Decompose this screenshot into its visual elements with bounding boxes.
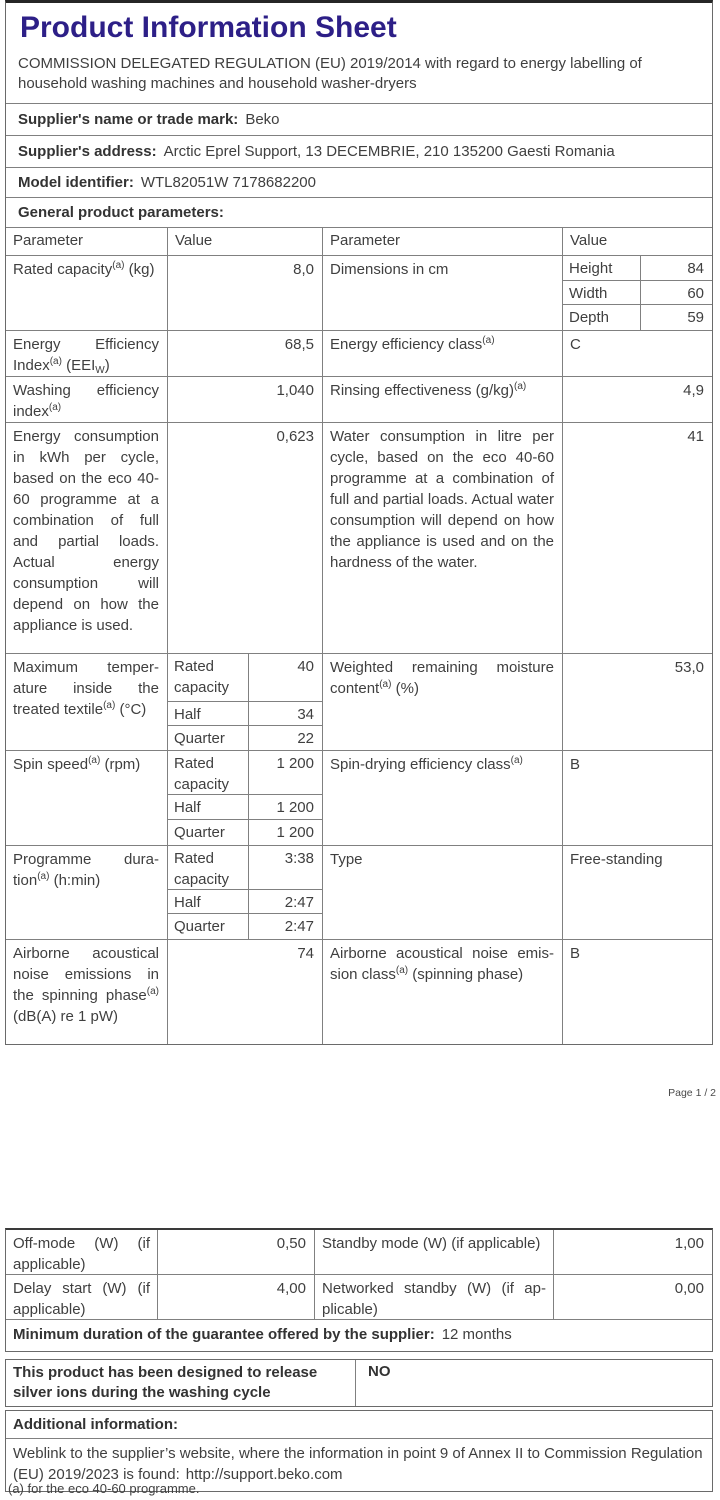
table-row bbox=[6, 256, 712, 331]
value-noise-class: B bbox=[570, 945, 581, 962]
sub-row-quarter: Quarter 1 200 bbox=[168, 820, 322, 845]
table-row bbox=[6, 423, 712, 654]
table-row bbox=[6, 1230, 712, 1275]
param-networked-standby: Networked standby (W) (if applicable) bbox=[315, 1275, 554, 1319]
table-row bbox=[6, 654, 712, 751]
param-spin-speed: Spin speed$^{(a)}$ (rpm) bbox=[6, 751, 168, 845]
table-row bbox=[6, 1275, 712, 1320]
param-rated-capacity: Rated capacity$^{(a)}$ (kg) bbox=[6, 256, 168, 330]
table-row bbox=[6, 331, 712, 377]
duration-subtable bbox=[168, 846, 323, 939]
param-noise-emissions: Airborne acoustical noise emissions in the spinning phase$^{(a)}$ (dB(A) re 1 pW) bbox=[6, 940, 168, 1044]
dimensions-subtable bbox=[563, 256, 712, 330]
param-spin-drying-class: Spin-drying efficiency class$^{(a)}$ bbox=[323, 751, 563, 845]
param-rinsing-effectiveness: Rinsing effectiveness $(g/kg)^{(a)}$ bbox=[323, 377, 563, 422]
value-type: Free-standing bbox=[570, 851, 663, 868]
param-energy-efficiency-class: Energy efficiency class$^{(a)}$ bbox=[323, 331, 563, 376]
supplier-name-row bbox=[6, 104, 712, 136]
value-noise-emissions: 74 bbox=[168, 940, 323, 1044]
header-parameter-2: Parameter bbox=[323, 228, 563, 255]
param-standby-mode: Standby mode (W) (if applicable) bbox=[315, 1230, 554, 1274]
supplier-address-label: Supplier's address: bbox=[18, 143, 157, 160]
table-row bbox=[6, 377, 712, 423]
silver-ions-label: This product has been designed to release silver ions during the washing cycle bbox=[6, 1360, 356, 1406]
param-noise-class: Airborne acoustical noise emission class$^{(a)}$ (spinning phase) bbox=[323, 940, 563, 1044]
param-energy-consumption: Energy consumption in kWh per cycle, based on the eco 40-60 programme at a combination of full and partial loads. Actual energy consumption will depend on how the appliance is used. bbox=[6, 423, 168, 653]
value-spin-drying-class: B bbox=[570, 756, 581, 773]
weblink-url[interactable]: http://support.beko.com bbox=[185, 1466, 343, 1483]
product-information-sheet bbox=[5, 0, 713, 1045]
silver-ions-value: NO bbox=[368, 1363, 391, 1380]
param-type: Type bbox=[323, 846, 563, 939]
value-rated-capacity: 8,0 bbox=[168, 256, 323, 330]
model-identifier-label: Model identifier: bbox=[18, 174, 134, 191]
weblink-label: Weblink to the supplier’s website, where the information in point 9 of Annex II to Commission Regulation (EU) 2019/2023 is found: bbox=[13, 1445, 703, 1483]
table-row bbox=[6, 846, 712, 940]
sub-row-height: Height 84 bbox=[563, 256, 712, 281]
general-parameters-heading: General product parameters: bbox=[18, 204, 224, 221]
spin-speed-subtable bbox=[168, 751, 323, 845]
table-row bbox=[6, 751, 712, 846]
title-block bbox=[6, 3, 712, 104]
param-washing-efficiency-index: Washing efficiency index$^{(a)}$ bbox=[6, 377, 168, 422]
value-off-mode: 0,50 bbox=[158, 1230, 315, 1274]
sub-row-half: Half 34 bbox=[168, 702, 322, 726]
regulation-text: COMMISSION DELEGATED REGULATION (EU) 2019/2014 with regard to energy labelling of household washing machines and household washer-dryers bbox=[18, 55, 642, 92]
param-delay-start: Delay start (W) (if applicable) bbox=[6, 1275, 158, 1319]
param-remaining-moisture: Weighted remaining moisture content$^{(a)}$ (%) bbox=[323, 654, 563, 750]
power-modes-table bbox=[5, 1228, 713, 1352]
value-standby-mode: 1,00 bbox=[674, 1235, 704, 1252]
value-rinsing-effectiveness: 4,9 bbox=[683, 382, 704, 399]
sub-row-quarter: Quarter 2:47 bbox=[168, 914, 322, 939]
value-washing-efficiency-index: 1,040 bbox=[168, 377, 323, 422]
footnote: (a) for the eco 40-60 programme. bbox=[8, 1481, 200, 1496]
value-networked-standby: 0,00 bbox=[674, 1280, 704, 1297]
silver-ions-table bbox=[5, 1359, 713, 1407]
supplier-name-label: Supplier's name or trade mark: bbox=[18, 111, 239, 128]
header-value-1: Value bbox=[168, 228, 323, 255]
value-water-consumption: 41 bbox=[687, 428, 704, 445]
guarantee-label: Minimum duration of the guarantee offered by the supplier: bbox=[13, 1326, 435, 1343]
page2-section bbox=[5, 1228, 713, 1492]
value-energy-consumption: 0,623 bbox=[168, 423, 323, 653]
guarantee-value: 12 months bbox=[441, 1326, 512, 1343]
sub-row-half: Half 2:47 bbox=[168, 890, 322, 914]
sub-row-width: Width 60 bbox=[563, 281, 712, 305]
additional-information-heading: Additional information: bbox=[6, 1411, 712, 1439]
param-energy-efficiency-index: Energy Efficiency Index$^{(a)}$ $(EEI_W)$ bbox=[6, 331, 168, 376]
guarantee-row bbox=[6, 1320, 712, 1351]
page-title: Product Information Sheet bbox=[20, 11, 397, 44]
value-remaining-moisture: 53,0 bbox=[674, 659, 704, 676]
header-value-2: Value bbox=[570, 232, 608, 249]
table-header-row bbox=[6, 228, 712, 256]
sub-row-half: Half 1 200 bbox=[168, 795, 322, 820]
additional-information-table bbox=[5, 1410, 713, 1492]
header-parameter-1: Parameter bbox=[6, 228, 168, 255]
param-max-temperature: Maximum temperature inside the treated textile$^{(a)}$ (°C) bbox=[6, 654, 168, 750]
supplier-address-value: Arctic Eprel Support, 13 DECEMBRIE, 210 135200 Gaesti Romania bbox=[163, 143, 615, 160]
param-programme-duration: Programme duration$^{(a)}$ (h:min) bbox=[6, 846, 168, 939]
sub-row-rated-capacity: Rated capacity 40 bbox=[168, 654, 322, 702]
supplier-name-value: Beko bbox=[245, 111, 280, 128]
general-parameters-heading-row bbox=[6, 198, 712, 228]
table-row bbox=[6, 940, 712, 1044]
sub-row-rated-capacity: Rated capacity 1 200 bbox=[168, 751, 322, 795]
page-number: Page 1 / 2 bbox=[668, 1087, 716, 1099]
param-dimensions: Dimensions in cm bbox=[323, 256, 563, 330]
sub-row-rated-capacity: Rated capacity 3:38 bbox=[168, 846, 322, 890]
param-water-consumption: Water consumption in litre per cycle, based on the eco 40-60 programme at a combination of full and partial loads. Actual water consumption will depend on how the appliance is used and on the hardness of the water. bbox=[323, 423, 563, 653]
sub-row-depth: Depth 59 bbox=[563, 305, 712, 330]
sub-row-quarter: Quarter 22 bbox=[168, 726, 322, 750]
model-identifier-row bbox=[6, 168, 712, 198]
supplier-address-row bbox=[6, 136, 712, 168]
param-off-mode: Off-mode (W) (if applicable) bbox=[6, 1230, 158, 1274]
temperature-subtable bbox=[168, 654, 323, 750]
value-eei: 68,5 bbox=[168, 331, 323, 376]
value-energy-efficiency-class: C bbox=[570, 336, 581, 353]
model-identifier-value: WTL82051W 7178682200 bbox=[140, 174, 316, 191]
value-delay-start: 4,00 bbox=[158, 1275, 315, 1319]
